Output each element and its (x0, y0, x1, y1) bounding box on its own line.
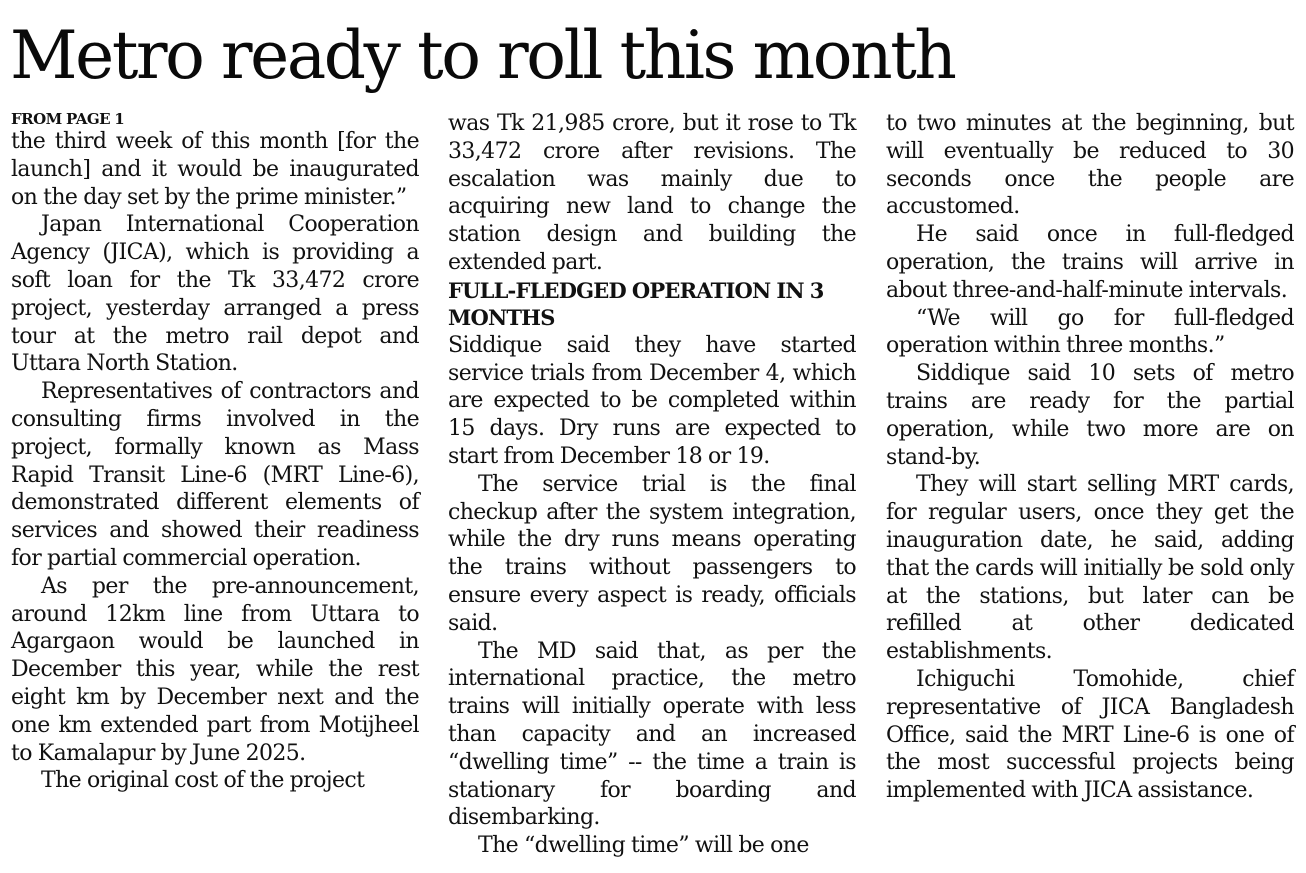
article-column-1 (11, 110, 419, 795)
article-column-3 (886, 110, 1294, 805)
paragraph: Siddique said 10 sets of metro trains are ready for the partial operation, while two more are on stand-by. (886, 361, 1294, 470)
paragraph: Siddique said they have started service trials from December 4, which are expected to be completed within 15 days. Dry runs are expected to start from December 18 or 19. (448, 332, 856, 469)
article-column-2 (448, 110, 856, 860)
paragraph: Japan International Cooperation Agency (JICA), which is providing a soft loan for the Tk 33,472 crore project, yesterday arranged a press tour at the metro rail depot and Uttara North Station. (11, 212, 419, 377)
paragraph: He said once in full-fledged operation, the trains will arrive in about three-and-half-minute intervals. (886, 222, 1294, 303)
paragraph: They will start selling MRT cards, for regular users, once they get the inauguration date, he said, adding that the cards will initially be sold only at the stations, but later can be refilled at other dedicated establishments. (886, 472, 1294, 665)
paragraph: the third week of this month [for the launch] and it would be inaugurated on the day set by the prime minister.” (11, 129, 419, 210)
section-subhead: FULL-FLEDGED OPERATION IN 3 MONTHS (448, 277, 824, 331)
paragraph: Representatives of contractors and consulting firms involved in the project, formally known as Mass Rapid Transit Line-6 (MRT Line-6), demonstrated different elements of services and showed their readiness for partial commercial operation. (11, 379, 419, 571)
paragraph: As per the pre-announcement, around 12km line from Uttara to Agargaon would be launched in December this year, while the rest eight km by December next and the one km extended part from Motijheel to Kamalapur by June 2025. (11, 573, 419, 766)
paragraph: The MD said that, as per the international practice, the metro trains will initially operate with less than capacity and an increased “dwelling time” -- the time a train is stationary for boarding and disembarking. (448, 638, 856, 831)
paragraph: Ichiguchi Tomohide, chief representative of JICA Bangladesh Office, said the MRT Line-6 is one of the most successful projects being implemented with JICA assistance. (886, 666, 1294, 804)
paragraph: The service trial is the final checkup after the system integration, while the dry runs means operating the trains without passengers to ensure every aspect is ready, officials said. (448, 471, 856, 636)
paragraph: was Tk 21,985 crore, but it rose to Tk 33,472 crore after revisions. The escalation was mainly due to acquiring new land to change the station design and building the extended part. (448, 111, 856, 275)
paragraph: The “dwelling time” will be one (478, 833, 809, 859)
continuation-kicker: FROM PAGE 1 (11, 110, 125, 128)
headline: Metro ready to roll this month (10, 17, 955, 94)
paragraph: The original cost of the project (41, 768, 365, 794)
paragraph: to two minutes at the beginning, but will eventually be reduced to 30 seconds once the people are accustomed. (886, 111, 1294, 220)
paragraph: “We will go for full-fledged operation within three months.” (886, 305, 1294, 359)
